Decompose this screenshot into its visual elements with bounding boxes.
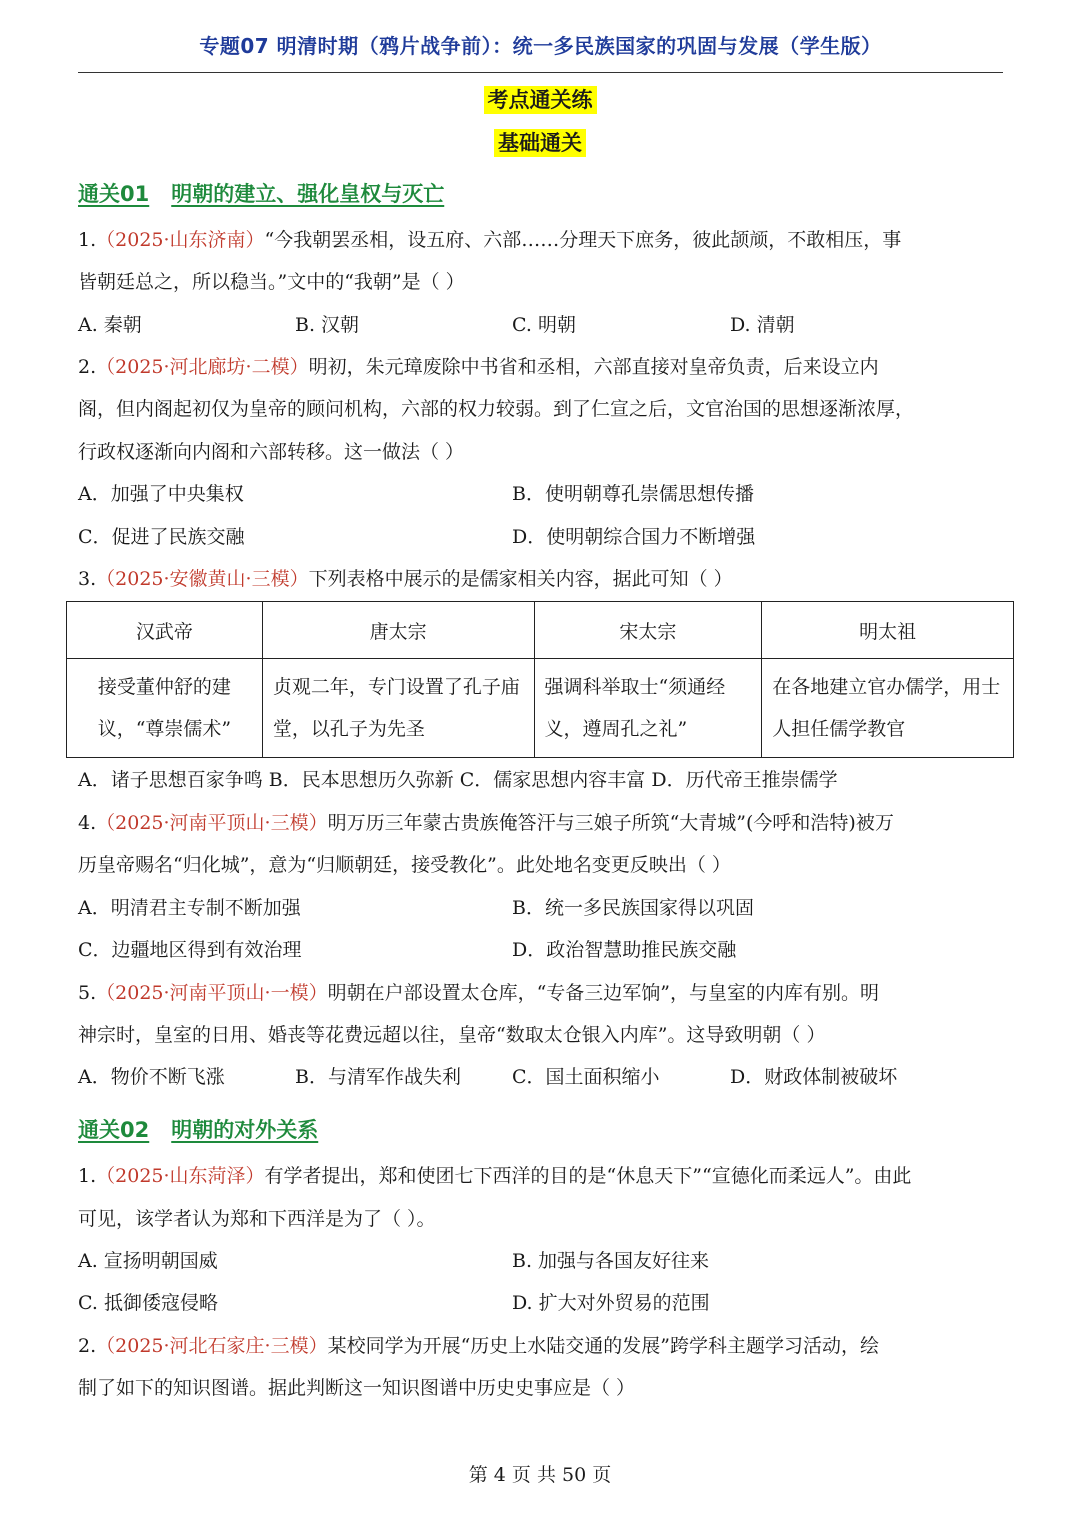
table-header-cell: 唐太宗 [262, 602, 534, 659]
option-c: C．促进了民族交融 [78, 526, 245, 548]
option-b: B. 汉朝 [295, 314, 360, 336]
table-header-row [67, 602, 1014, 659]
table-cell: 贞观二年，专门设置了孔子庙堂，以孔子为先圣 [262, 659, 534, 758]
question-1-2: 2.（2025·河北廊坊·二模）明初，朱元璋废除中书省和丞相，六部直接对皇帝负责，后来设立内 [78, 356, 879, 378]
option-c: C．边疆地区得到有效治理 [78, 939, 302, 961]
option-b: B．统一多民族国家得以巩固 [512, 897, 754, 919]
table-header-cell: 宋太宗 [534, 602, 762, 659]
question-1-3: 3.（2025·安徽黄山·三模）下列表格中展示的是儒家相关内容，据此可知（ ） [78, 568, 733, 590]
question-1-5: 5.（2025·河南平顶山·一模）明朝在户部设置太仓库，“专备三边军饷”，与皇室的内库有别。明 [78, 982, 880, 1004]
document-header: 专题07 明清时期（鸦片战争前）：统一多民族国家的巩固与发展（学生版） [199, 34, 882, 58]
option-a: A．加强了中央集权 [78, 483, 244, 505]
section-title-1: 通关01 明朝的建立、强化皇权与灭亡 [78, 182, 445, 206]
option-d: D．财政体制被破坏 [730, 1066, 898, 1088]
section-title-2: 通关02 明朝的对外关系 [78, 1118, 319, 1142]
question-text-line: 行政权逐渐向内阁和六部转移。这一做法（ ） [78, 441, 465, 463]
option-c: C. 抵御倭寇侵略 [78, 1292, 218, 1314]
option-d: D．政治智慧助推民族交融 [512, 939, 737, 961]
table-cell: 接受董仲舒的建议，“尊崇儒术” [67, 659, 263, 758]
question-text-line: 皆朝廷总之，所以稳当。”文中的“我朝”是（ ） [78, 271, 465, 293]
table-cell: 在各地建立官办儒学，用士人担任儒学教官 [762, 659, 1014, 758]
practice-title: 考点通关练 [0, 84, 1080, 114]
option-a: A. 宣扬明朝国威 [78, 1250, 218, 1272]
option-d: D. 清朝 [730, 314, 795, 336]
question-text-line: 神宗时，皇室的日用、婚丧等花费远超以往，皇帝“数取太仓银入内库”。这导致明朝（ ） [78, 1024, 826, 1046]
table-row [67, 659, 1014, 758]
page-number: 第 4 页 共 50 页 [468, 1464, 612, 1486]
option-a: A．物价不断飞涨 [78, 1066, 225, 1088]
header-rule [78, 72, 1003, 73]
question-text-line: 阁，但内阁起初仅为皇帝的顾问机构，六部的权力较弱。到了仁宣之后，文官治国的思想逐渐浓厚， [78, 398, 915, 420]
question-1-1: 1.（2025·山东济南）“今我朝罢丞相，设五府、六部……分理天下庶务，彼此颉颃，不敢相压，事 [78, 229, 902, 251]
option-d: D．使明朝综合国力不断增强 [512, 526, 756, 548]
question-2-2: 2.（2025·河北石家庄·三模）某校同学为开展“历史上水陆交通的发展”跨学科主题学习活动，绘 [78, 1335, 880, 1357]
question-text-line: 历皇帝赐名“归化城”，意为“归顺朝廷，接受教化”。此处地名变更反映出（ ） [78, 854, 731, 876]
question-text-line: 可见，该学者认为郑和下西洋是为了（ ）。 [78, 1208, 436, 1230]
question-1-4: 4.（2025·河南平顶山·三模）明万历三年蒙古贵族俺答汗与三娘子所筑“大青城”(今呼和浩特)被万 [78, 812, 894, 834]
option-b: B．使明朝尊孔崇儒思想传播 [512, 483, 754, 505]
basic-title: 基础通关 [0, 127, 1080, 157]
option-c: C. 明朝 [512, 314, 576, 336]
confucian-table [66, 601, 1014, 758]
option-a: A．明清君主专制不断加强 [78, 897, 301, 919]
option-c: C．国土面积缩小 [512, 1066, 660, 1088]
option-b: B. 加强与各国友好往来 [512, 1250, 710, 1272]
table-header-cell: 汉武帝 [67, 602, 263, 659]
question-2-1: 1.（2025·山东菏泽）有学者提出，郑和使团七下西洋的目的是“休息天下”“宣德化而柔远人”。由此 [78, 1165, 912, 1187]
option-d: D. 扩大对外贸易的范围 [512, 1292, 710, 1314]
option-a: A. 秦朝 [78, 314, 142, 336]
table-header-cell: 明太祖 [762, 602, 1014, 659]
table-cell: 强调科举取士“须通经义，遵周孔之礼” [534, 659, 762, 758]
options-line: A．诸子思想百家争鸣 B．民本思想历久弥新 C．儒家思想内容丰富 D．历代帝王推崇儒学 [78, 769, 838, 791]
option-b: B．与清军作战失利 [295, 1066, 461, 1088]
question-text-line: 制了如下的知识图谱。据此判断这一知识图谱中历史史事应是（ ） [78, 1377, 636, 1399]
